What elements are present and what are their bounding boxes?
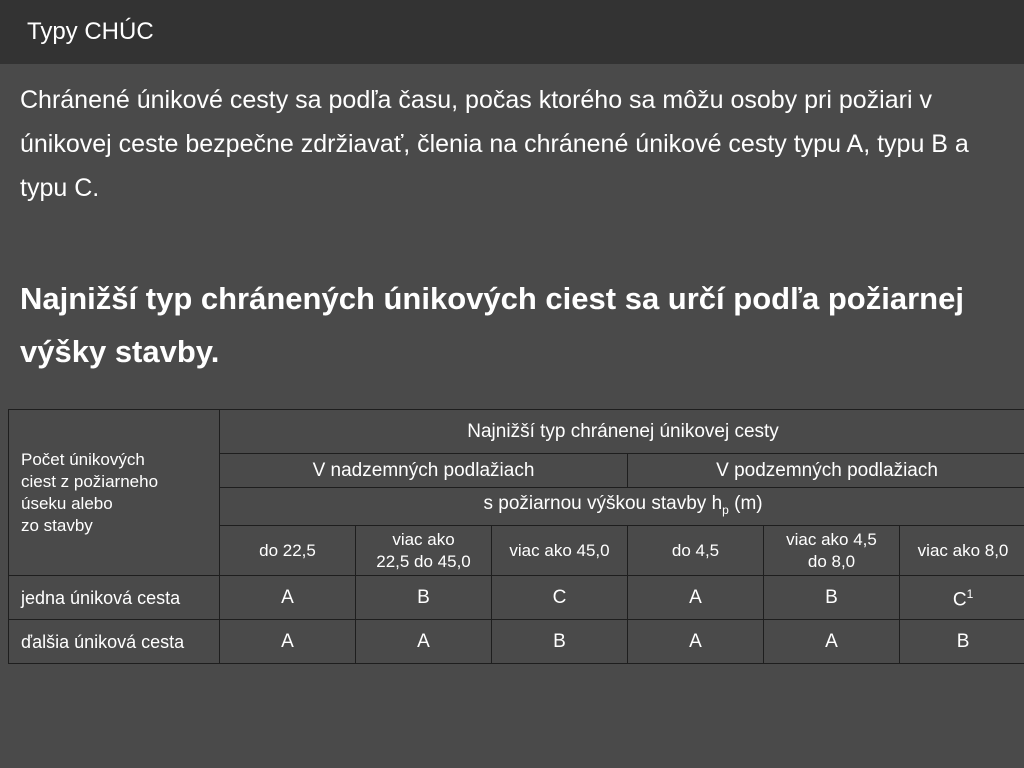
corner-header-cell	[9, 410, 220, 576]
table-cell: A	[220, 576, 356, 620]
table-cell: A	[628, 620, 764, 664]
height-label: s požiarnou výškou stavby h	[483, 492, 723, 514]
section-heading: Najnižší typ chránených únikových ciest sa určí podľa požiarnej výšky stavby.	[20, 281, 964, 369]
intro-paragraph: Chránené únikové cesty sa podľa času, počas ktorého sa môžu osoby pri požiari v únikovej ceste bezpečne zdržiavať, členia na chránené únikové cesty typu A, typu B a typu C.	[20, 86, 969, 202]
height-unit: (m)	[734, 492, 763, 514]
group-below-ground-cell: V podzemných podlažiach	[628, 454, 1024, 488]
table-cell: A	[356, 620, 492, 664]
column-header-cell: viac ako 4,5 do 8,0	[764, 526, 900, 576]
column-header-cell: do 4,5	[628, 526, 764, 576]
table-cell: B	[492, 620, 628, 664]
table-cell: B	[900, 620, 1024, 664]
corner-line: zo stavby	[21, 515, 93, 535]
top-header-cell: Najnižší typ chránenej únikovej cesty	[220, 410, 1024, 454]
table-cell: $C^1$	[900, 576, 1024, 620]
row-label-cell: jedna úniková cesta	[9, 576, 220, 620]
footnote-marker: 1	[966, 587, 974, 602]
height-header-cell	[220, 488, 1024, 526]
table-cell: A	[220, 620, 356, 664]
column-header-cell: viac ako 22,5 do 45,0	[356, 526, 492, 576]
column-header-cell: viac ako 8,0	[900, 526, 1024, 576]
table-cell: A	[628, 576, 764, 620]
table-cell: C	[492, 576, 628, 620]
table-row	[9, 576, 1024, 620]
column-header-cell: do 22,5	[220, 526, 356, 576]
table-row	[9, 620, 1024, 664]
corner-line: úseku alebo	[21, 493, 113, 513]
height-subscript: p	[722, 502, 729, 517]
row-label-cell: ďalšia úniková cesta	[9, 620, 220, 664]
page-title: Typy CHÚC	[27, 18, 154, 45]
table-cell: B	[356, 576, 492, 620]
group-above-ground-cell: V nadzemných podlažiach	[220, 454, 628, 488]
escape-route-table	[8, 409, 1024, 664]
table-cell: A	[764, 620, 900, 664]
title-bar	[0, 0, 1024, 64]
corner-line: ciest z požiarneho	[21, 471, 159, 491]
table-cell: B	[764, 576, 900, 620]
column-header-cell: viac ako 45,0	[492, 526, 628, 576]
corner-line: Počet únikových	[21, 449, 145, 469]
